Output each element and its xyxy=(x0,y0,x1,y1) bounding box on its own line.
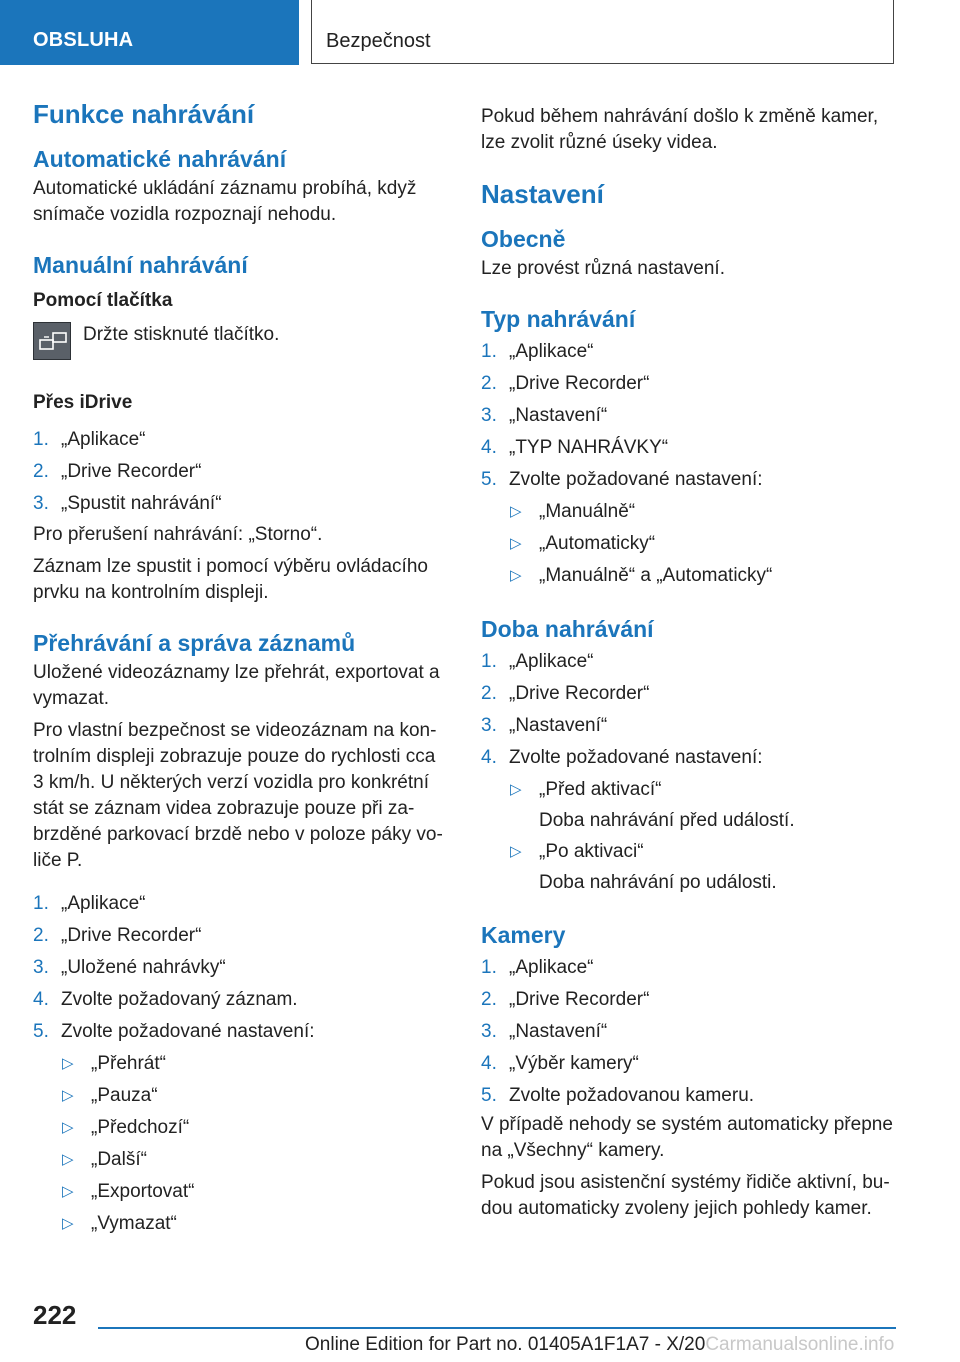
heading-general: Obecně xyxy=(481,226,566,252)
list-item: 3. „Uložené nahrávky“ xyxy=(33,957,226,978)
triangle-right-icon: ▷ xyxy=(510,503,522,520)
list-item: ▷ „Přehrát“ xyxy=(33,1048,443,1080)
list-item: ▷ „Exportovat“ xyxy=(33,1176,443,1208)
heading-cameras: Kamery xyxy=(481,922,566,948)
heading-auto-recording: Automatické nahrávání xyxy=(33,146,287,172)
triangle-right-icon: ▷ xyxy=(62,1119,74,1136)
playback-text-2: Pro vlastní bezpečnost se videozáznam na kontrolním displeji zobrazuje pouze do rychlosti cca 3 km/h. U některých verzí vozidla pro konkrétní stát se záznam videa zobrazuje pouze při zabrzděné parkovací brzdě nebo v poloze páky voliče P. xyxy=(33,720,443,871)
list-item: 2. „Drive Recorder“ xyxy=(481,683,650,704)
triangle-right-icon: ▷ xyxy=(510,535,522,552)
header-section-tab xyxy=(0,0,299,65)
header-chapter-label: Bezpečnost xyxy=(326,30,431,52)
triangle-right-icon: ▷ xyxy=(510,781,522,798)
list-item: 3. „Spustit nahrávání“ xyxy=(33,493,222,514)
general-text: Lze provést různá nastavení. xyxy=(481,258,725,279)
heading-manual-recording: Manuální nahrávání xyxy=(33,252,248,278)
watermark: Carmanualsonline.info xyxy=(705,1334,895,1355)
list-item: 2. „Drive Recorder“ xyxy=(33,461,202,482)
playback-text-1: Uložené videozáznamy lze přehrát, exportovat a vymazat. xyxy=(33,662,440,709)
cameras-text-1: V případě nehody se systém automaticky přepne na „Všechny“ kamery. xyxy=(481,1114,893,1161)
triangle-right-icon: ▷ xyxy=(62,1087,74,1104)
list-item: ▷ „Vymazat“ xyxy=(33,1208,443,1240)
playback-steps-list xyxy=(33,888,443,1048)
list-item: 5. Zvolte požadovanou kameru. xyxy=(481,1085,755,1106)
list-item: ▷ „Manuálně“ a „Automaticky“ xyxy=(481,560,901,592)
cancel-text: Pro přerušení nahrávání: „Storno“. xyxy=(33,524,323,545)
list-item: ▷ „Pauza“ xyxy=(33,1080,443,1112)
button-instruction-text: Držte stisknuté tlačítko. xyxy=(83,324,280,345)
header-section-label: OBSLUHA xyxy=(33,29,134,51)
triangle-right-icon: ▷ xyxy=(62,1151,74,1168)
footer-edition-text: Online Edition for Part no. 01405A1F1A7 - X/20 xyxy=(305,1334,706,1355)
list-item: 4. Zvolte požadované nastavení: xyxy=(481,747,763,768)
manual-steps-list xyxy=(33,424,443,520)
triangle-right-icon: ▷ xyxy=(510,567,522,584)
heading-via-button: Pomocí tlačítka xyxy=(33,290,173,311)
list-item: 3. „Nastavení“ xyxy=(481,715,608,736)
control-display-text: Záznam lze spustit i pomocí výběru ovládacího prvku na kontrolním displeji. xyxy=(33,556,428,603)
list-item: 4. Zvolte požadovaný záznam. xyxy=(33,989,298,1010)
triangle-right-icon: ▷ xyxy=(62,1215,74,1232)
list-item: ▷ „Automaticky“ xyxy=(481,528,901,560)
recording-type-steps xyxy=(481,336,901,496)
page-number: 222 xyxy=(33,1300,77,1330)
section-title-settings: Nastavení xyxy=(481,179,604,209)
left-column xyxy=(33,98,443,1240)
triangle-right-icon: ▷ xyxy=(62,1183,74,1200)
list-item: 1. „Aplikace“ xyxy=(33,429,146,450)
list-item: 2. „Drive Recorder“ xyxy=(481,373,650,394)
list-item: ▷ „Další“ xyxy=(33,1144,443,1176)
playback-options-list xyxy=(33,1048,443,1240)
heading-playback: Přehrávání a správa záznamů xyxy=(33,630,356,656)
list-item: 5. Zvolte požadované nastavení: xyxy=(33,1021,315,1042)
list-item: ▷ „Po aktivaci“ Doba nahrávání po události. xyxy=(481,836,901,898)
triangle-right-icon: ▷ xyxy=(62,1055,74,1072)
list-item: 4. „Výběr kamery“ xyxy=(481,1053,639,1074)
button-instruction xyxy=(33,322,443,380)
heading-via-idrive: Přes iDrive xyxy=(33,392,133,413)
list-item: 1. „Aplikace“ xyxy=(33,893,146,914)
list-item: 3. „Nastavení“ xyxy=(481,405,608,426)
list-item: 1. „Aplikace“ xyxy=(481,957,594,978)
recording-time-options xyxy=(481,774,901,898)
recording-time-steps xyxy=(481,646,901,774)
heading-recording-time: Doba nahrávání xyxy=(481,616,654,642)
triangle-right-icon: ▷ xyxy=(510,843,522,860)
recording-type-options xyxy=(481,496,901,592)
list-item: 4. „TYP NAHRÁVKY“ xyxy=(481,437,669,458)
auto-recording-text: Automatické ukládání záznamu probíhá, když snímače vozidla rozpoznají nehodu. xyxy=(33,178,417,225)
list-item: ▷ „Předchozí“ xyxy=(33,1112,443,1144)
list-item: 2. „Drive Recorder“ xyxy=(33,925,202,946)
list-item: ▷ „Před aktivací“ Doba nahrávání před událostí. xyxy=(481,774,901,836)
heading-recording-type: Typ nahrávání xyxy=(481,306,636,332)
list-item: 5. Zvolte požadované nastavení: xyxy=(481,469,763,490)
list-item: ▷ „Manuálně“ xyxy=(481,496,901,528)
right-column xyxy=(481,104,901,1222)
list-item: 2. „Drive Recorder“ xyxy=(481,989,650,1010)
list-item: 1. „Aplikace“ xyxy=(481,651,594,672)
footer-edition xyxy=(305,1334,894,1356)
section-title-recording: Funkce nahrávání xyxy=(33,99,255,129)
cameras-steps xyxy=(481,952,901,1112)
list-item: 3. „Nastavení“ xyxy=(481,1021,608,1042)
list-item: 1. „Aplikace“ xyxy=(481,341,594,362)
drive-recorder-button-icon xyxy=(33,322,71,360)
camera-change-text: Pokud během nahrávání došlo k změně kamer, lze zvolit různé úseky videa. xyxy=(481,106,879,153)
header-chapter-tab xyxy=(311,0,894,64)
cameras-text-2: Pokud jsou asistenční systémy řidiče aktivní, budou automaticky zvoleny jejich pohledy kamer. xyxy=(481,1172,890,1219)
footer-divider xyxy=(98,1327,896,1329)
